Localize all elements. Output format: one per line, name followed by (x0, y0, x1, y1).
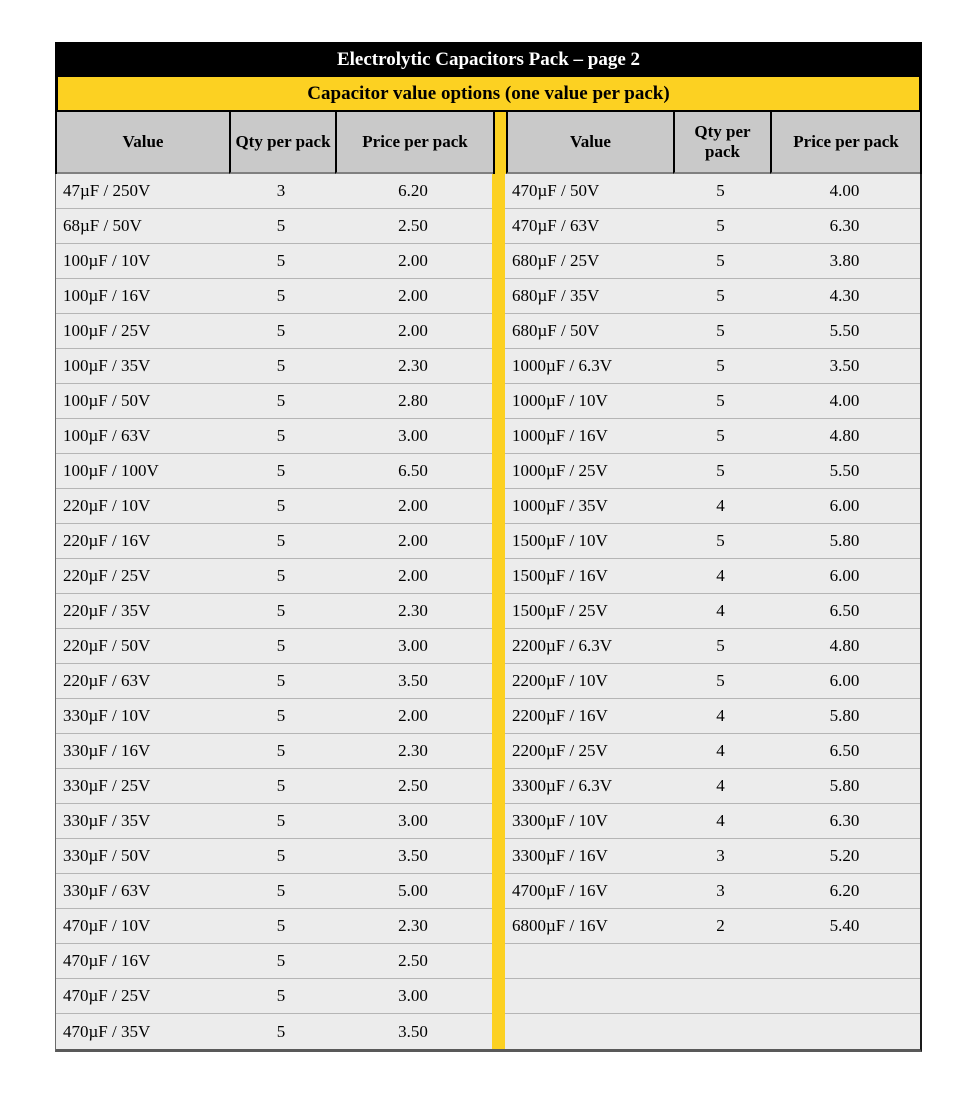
price-cell: 3.50 (769, 349, 920, 384)
value-cell: 2200µF / 10V (505, 664, 672, 699)
table-row (56, 559, 920, 594)
price-cell: 6.20 (769, 874, 920, 909)
qty-cell: 5 (228, 454, 334, 489)
col-header-price-right: Price per pack (770, 112, 920, 174)
qty-cell: 5 (228, 314, 334, 349)
qty-cell: 2 (672, 909, 769, 944)
value-cell: 330µF / 50V (56, 839, 228, 874)
price-cell: 2.00 (334, 244, 492, 279)
col-header-qty-right: Qty per pack (673, 112, 770, 174)
separator-column (492, 384, 505, 419)
table-row (56, 979, 920, 1014)
qty-cell: 5 (228, 944, 334, 979)
price-cell: 3.50 (334, 664, 492, 699)
qty-cell (672, 944, 769, 979)
table-row (56, 489, 920, 524)
qty-cell (672, 1014, 769, 1049)
qty-cell: 5 (672, 419, 769, 454)
qty-cell: 5 (228, 874, 334, 909)
value-cell: 1500µF / 10V (505, 524, 672, 559)
value-cell: 1500µF / 16V (505, 559, 672, 594)
value-cell: 680µF / 35V (505, 279, 672, 314)
value-cell: 220µF / 35V (56, 594, 228, 629)
separator-column (492, 874, 505, 909)
price-cell: 2.00 (334, 699, 492, 734)
subtitle-bar (55, 77, 922, 112)
qty-cell: 5 (672, 244, 769, 279)
separator-column (492, 314, 505, 349)
qty-cell: 5 (228, 524, 334, 559)
table-row (56, 594, 920, 629)
value-cell: 1000µF / 35V (505, 489, 672, 524)
qty-cell: 4 (672, 559, 769, 594)
value-cell: 220µF / 25V (56, 559, 228, 594)
table-row (56, 349, 920, 384)
value-cell: 330µF / 25V (56, 769, 228, 804)
price-cell: 5.50 (769, 314, 920, 349)
qty-cell: 5 (672, 454, 769, 489)
header-row (55, 112, 922, 174)
value-cell: 47µF / 250V (56, 174, 228, 209)
value-cell: 330µF / 63V (56, 874, 228, 909)
value-cell: 1500µF / 25V (505, 594, 672, 629)
value-cell: 68µF / 50V (56, 209, 228, 244)
table-row (56, 804, 920, 839)
title-bar (55, 42, 922, 77)
value-cell: 100µF / 50V (56, 384, 228, 419)
table-body (55, 174, 922, 1052)
value-cell: 100µF / 25V (56, 314, 228, 349)
value-cell: 4700µF / 16V (505, 874, 672, 909)
price-cell: 3.80 (769, 244, 920, 279)
col-header-value-right: Value (506, 112, 673, 174)
table-row (56, 209, 920, 244)
col-header-qty-left: Qty per pack (229, 112, 335, 174)
price-cell: 6.00 (769, 489, 920, 524)
table-row (56, 384, 920, 419)
value-cell: 100µF / 100V (56, 454, 228, 489)
qty-cell: 5 (228, 594, 334, 629)
price-cell: 2.30 (334, 734, 492, 769)
value-cell: 100µF / 63V (56, 419, 228, 454)
value-cell (505, 944, 672, 979)
separator-column (492, 769, 505, 804)
price-cell: 5.80 (769, 769, 920, 804)
price-cell: 6.50 (769, 594, 920, 629)
qty-cell: 4 (672, 594, 769, 629)
separator-column (492, 594, 505, 629)
qty-cell: 5 (228, 664, 334, 699)
value-cell: 100µF / 35V (56, 349, 228, 384)
page-subtitle: Capacitor value options (one value per pack) (307, 82, 670, 104)
price-cell: 2.00 (334, 279, 492, 314)
table-row (56, 769, 920, 804)
table-row (56, 629, 920, 664)
qty-cell: 3 (672, 839, 769, 874)
price-cell: 4.00 (769, 384, 920, 419)
value-cell: 220µF / 63V (56, 664, 228, 699)
table-row (56, 174, 920, 209)
value-cell: 100µF / 10V (56, 244, 228, 279)
qty-cell: 5 (228, 279, 334, 314)
value-cell: 220µF / 16V (56, 524, 228, 559)
price-cell: 2.80 (334, 384, 492, 419)
value-cell: 220µF / 10V (56, 489, 228, 524)
qty-cell: 3 (672, 874, 769, 909)
price-cell: 6.30 (769, 804, 920, 839)
value-cell: 3300µF / 10V (505, 804, 672, 839)
page-title: Electrolytic Capacitors Pack – page 2 (336, 48, 641, 70)
value-cell (505, 979, 672, 1014)
value-cell: 470µF / 16V (56, 944, 228, 979)
price-cell: 4.80 (769, 419, 920, 454)
qty-cell: 5 (228, 979, 334, 1014)
price-cell: 2.00 (334, 559, 492, 594)
price-cell: 2.50 (334, 944, 492, 979)
price-cell: 5.40 (769, 909, 920, 944)
qty-cell: 5 (228, 734, 334, 769)
qty-cell: 4 (672, 804, 769, 839)
value-cell: 3300µF / 6.3V (505, 769, 672, 804)
qty-cell: 5 (672, 314, 769, 349)
col-header-value-left: Value (57, 112, 229, 174)
price-cell: 4.80 (769, 629, 920, 664)
price-cell: 2.50 (334, 209, 492, 244)
table-row (56, 734, 920, 769)
qty-cell: 5 (228, 839, 334, 874)
price-cell: 5.00 (334, 874, 492, 909)
separator-column (492, 524, 505, 559)
price-cell (769, 944, 920, 979)
separator-column (492, 454, 505, 489)
qty-cell: 5 (672, 384, 769, 419)
qty-cell: 5 (228, 384, 334, 419)
qty-cell: 3 (228, 174, 334, 209)
qty-cell: 5 (228, 1014, 334, 1049)
value-cell: 6800µF / 16V (505, 909, 672, 944)
qty-cell: 5 (228, 909, 334, 944)
value-cell: 1000µF / 16V (505, 419, 672, 454)
qty-cell: 5 (672, 664, 769, 699)
value-cell: 680µF / 25V (505, 244, 672, 279)
value-cell: 470µF / 63V (505, 209, 672, 244)
price-cell (769, 1014, 920, 1049)
table-row (56, 454, 920, 489)
separator-column (492, 664, 505, 699)
qty-cell: 5 (228, 699, 334, 734)
qty-cell: 5 (228, 804, 334, 839)
table-row (56, 419, 920, 454)
value-cell: 470µF / 50V (505, 174, 672, 209)
price-cell: 3.00 (334, 804, 492, 839)
qty-cell: 5 (228, 769, 334, 804)
table-row (56, 279, 920, 314)
qty-cell: 5 (672, 629, 769, 664)
table-row (56, 524, 920, 559)
price-cell: 6.00 (769, 559, 920, 594)
value-cell: 3300µF / 16V (505, 839, 672, 874)
separator-column (492, 979, 505, 1014)
table-row (56, 664, 920, 699)
separator-column (492, 489, 505, 524)
qty-cell: 5 (228, 209, 334, 244)
col-header-price-left: Price per pack (335, 112, 493, 174)
qty-cell (672, 979, 769, 1014)
value-cell: 330µF / 35V (56, 804, 228, 839)
separator-column (492, 244, 505, 279)
value-cell: 680µF / 50V (505, 314, 672, 349)
qty-cell: 5 (228, 559, 334, 594)
price-cell: 3.50 (334, 839, 492, 874)
value-cell: 2200µF / 6.3V (505, 629, 672, 664)
price-cell: 5.50 (769, 454, 920, 489)
separator-column (492, 629, 505, 664)
value-cell: 330µF / 16V (56, 734, 228, 769)
qty-cell: 5 (228, 244, 334, 279)
price-cell: 3.00 (334, 629, 492, 664)
separator-column (492, 559, 505, 594)
capacitor-pack-sheet (55, 42, 922, 1052)
separator-column (492, 209, 505, 244)
separator-column (492, 174, 505, 209)
value-cell: 100µF / 16V (56, 279, 228, 314)
value-cell: 1000µF / 25V (505, 454, 672, 489)
qty-cell: 4 (672, 699, 769, 734)
price-cell: 3.00 (334, 419, 492, 454)
qty-cell: 5 (672, 349, 769, 384)
price-cell: 2.30 (334, 349, 492, 384)
qty-cell: 4 (672, 734, 769, 769)
qty-cell: 4 (672, 489, 769, 524)
qty-cell: 5 (228, 489, 334, 524)
value-cell (505, 1014, 672, 1049)
value-cell: 330µF / 10V (56, 699, 228, 734)
value-cell: 470µF / 10V (56, 909, 228, 944)
table-row (56, 839, 920, 874)
price-cell: 6.30 (769, 209, 920, 244)
value-cell: 470µF / 25V (56, 979, 228, 1014)
table-row (56, 944, 920, 979)
price-cell: 4.00 (769, 174, 920, 209)
price-cell: 2.50 (334, 769, 492, 804)
separator-column (492, 734, 505, 769)
qty-cell: 5 (672, 174, 769, 209)
separator-column (492, 944, 505, 979)
separator-column (492, 699, 505, 734)
price-cell: 5.80 (769, 699, 920, 734)
qty-cell: 4 (672, 769, 769, 804)
table-row (56, 314, 920, 349)
price-cell: 5.20 (769, 839, 920, 874)
price-cell: 6.50 (334, 454, 492, 489)
value-cell: 470µF / 35V (56, 1014, 228, 1049)
separator-column (492, 839, 505, 874)
price-cell: 6.20 (334, 174, 492, 209)
separator-column (492, 419, 505, 454)
price-cell: 6.00 (769, 664, 920, 699)
qty-cell: 5 (228, 629, 334, 664)
qty-cell: 5 (228, 349, 334, 384)
value-cell: 2200µF / 25V (505, 734, 672, 769)
separator-column (492, 1014, 505, 1049)
value-cell: 2200µF / 16V (505, 699, 672, 734)
price-cell: 5.80 (769, 524, 920, 559)
qty-cell: 5 (672, 279, 769, 314)
price-cell: 2.00 (334, 524, 492, 559)
separator-column (492, 279, 505, 314)
separator-column (492, 804, 505, 839)
price-cell: 2.30 (334, 909, 492, 944)
table-row (56, 874, 920, 909)
value-cell: 1000µF / 6.3V (505, 349, 672, 384)
price-cell: 3.00 (334, 979, 492, 1014)
price-cell: 6.50 (769, 734, 920, 769)
table-row (56, 909, 920, 944)
separator-column-header (493, 112, 506, 174)
table-row (56, 699, 920, 734)
qty-cell: 5 (672, 209, 769, 244)
table-row (56, 1014, 920, 1049)
separator-column (492, 349, 505, 384)
value-cell: 220µF / 50V (56, 629, 228, 664)
price-cell: 2.00 (334, 314, 492, 349)
price-cell: 2.00 (334, 489, 492, 524)
table-row (56, 244, 920, 279)
price-cell: 3.50 (334, 1014, 492, 1049)
price-cell: 4.30 (769, 279, 920, 314)
separator-column (492, 909, 505, 944)
price-cell: 2.30 (334, 594, 492, 629)
value-cell: 1000µF / 10V (505, 384, 672, 419)
qty-cell: 5 (228, 419, 334, 454)
qty-cell: 5 (672, 524, 769, 559)
price-cell (769, 979, 920, 1014)
